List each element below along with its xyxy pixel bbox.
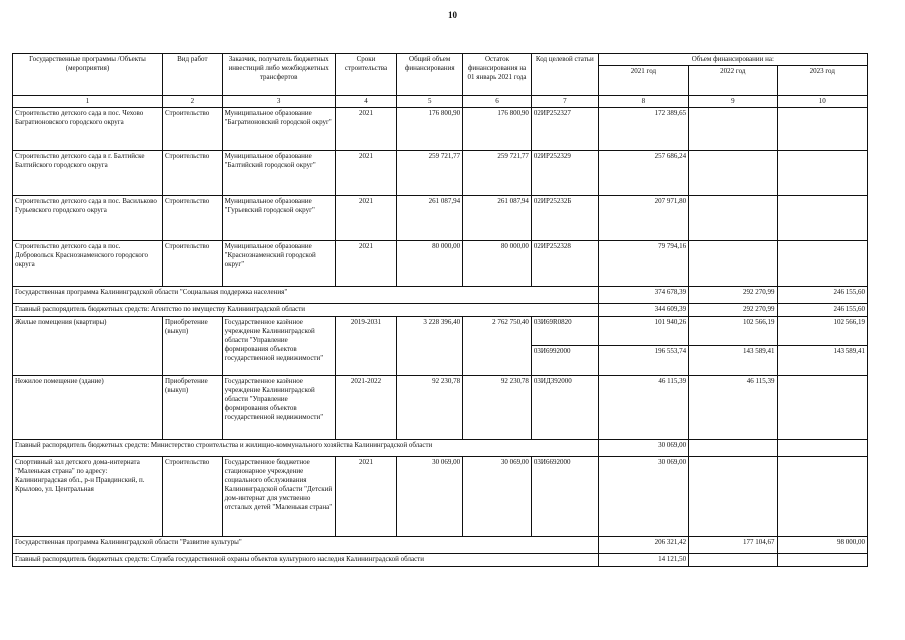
object-cell: Строительство детского сада в пос. Васильково Гурьевского городского округа bbox=[13, 196, 163, 241]
program-label: Государственная программа Калининградской области "Развитие культуры" bbox=[13, 537, 599, 554]
amount-2023-cell bbox=[777, 196, 868, 241]
amount-2021-cell: 46 115,39 bbox=[598, 376, 688, 440]
amount-2021-cell: 206 321,42 bbox=[598, 537, 688, 554]
amount-2023-cell bbox=[777, 376, 868, 440]
amount-2021-cell: 14 121,50 bbox=[598, 554, 688, 567]
amount-2021-cell: 172 389,65 bbox=[598, 108, 688, 151]
column-number: 9 bbox=[689, 96, 777, 108]
amount-2022-cell bbox=[689, 196, 777, 241]
header-2021: 2021 год bbox=[598, 66, 688, 96]
work-type-cell: Строительство bbox=[163, 196, 223, 241]
term-cell: 2019-2031 bbox=[335, 317, 397, 376]
column-number: 8 bbox=[598, 96, 688, 108]
code-cell: 02ИР252327 bbox=[531, 108, 598, 151]
remain-cell: 80 000,00 bbox=[463, 241, 532, 287]
admin-total-row bbox=[13, 554, 868, 567]
work-type-cell: Приобретение (выкуп) bbox=[163, 317, 223, 376]
amount-2023-cell bbox=[777, 151, 868, 196]
column-number: 10 bbox=[777, 96, 868, 108]
admin-label: Главный распорядитель бюджетных средств: Министерство строительства и жилищно-коммунального хозяйства Калининградской области bbox=[13, 440, 599, 457]
amount-2023-cell bbox=[777, 241, 868, 287]
amount-2022-cell bbox=[689, 457, 777, 537]
column-number: 4 bbox=[335, 96, 397, 108]
amount-2021-cell: 207 971,80 bbox=[598, 196, 688, 241]
program-label: Государственная программа Калининградской области "Социальная поддержка населения" bbox=[13, 287, 599, 304]
amount-2021-cell: 344 609,39 bbox=[598, 304, 688, 317]
total-cell: 261 087,94 bbox=[397, 196, 463, 241]
header-object: Государственные программы /Объекты (мероприятия) bbox=[13, 54, 163, 96]
header-financing-group: Объем финансировании на: bbox=[598, 54, 867, 66]
header-work-type: Вид работ bbox=[163, 54, 223, 96]
amount-2022-cell: 143 589,41 bbox=[689, 346, 777, 376]
object-cell: Спортивный зал детского дома-интерната "Маленькая страна" по адресу: Калининградская обл., р-н Правдинский, п. Крылово, ул. Центральная bbox=[13, 457, 163, 537]
amount-2023-cell: 246 155,60 bbox=[777, 287, 868, 304]
object-cell: Нежилое помещение (здание) bbox=[13, 376, 163, 440]
header-term: Сроки строительства bbox=[335, 54, 397, 96]
column-numbers-row bbox=[13, 96, 868, 108]
amount-2023-cell bbox=[777, 554, 868, 567]
customer-cell: Государственное казённое учреждение Калининградской области "Управление формирования объектов государственной недвижимости" bbox=[222, 376, 335, 440]
amount-2022-cell bbox=[689, 241, 777, 287]
work-type-cell: Строительство bbox=[163, 108, 223, 151]
amount-2022-cell bbox=[689, 440, 777, 457]
program-total-row bbox=[13, 287, 868, 304]
amount-2023-cell: 246 155,60 bbox=[777, 304, 868, 317]
amount-2022-cell: 46 115,39 bbox=[689, 376, 777, 440]
admin-total-row bbox=[13, 440, 868, 457]
amount-2021-cell: 257 686,24 bbox=[598, 151, 688, 196]
amount-2022-cell bbox=[689, 554, 777, 567]
amount-2021-cell: 79 794,16 bbox=[598, 241, 688, 287]
total-cell: 176 800,90 bbox=[397, 108, 463, 151]
customer-cell: Муниципальное образование "Гурьевский городской округ" bbox=[222, 196, 335, 241]
amount-2022-cell bbox=[689, 108, 777, 151]
total-cell: 30 069,00 bbox=[397, 457, 463, 537]
code-cell: 02ИР252329 bbox=[531, 151, 598, 196]
work-type-cell: Приобретение (выкуп) bbox=[163, 376, 223, 440]
total-cell: 3 228 396,40 bbox=[397, 317, 463, 376]
program-total-row bbox=[13, 537, 868, 554]
table-row bbox=[13, 108, 868, 151]
term-cell: 2021 bbox=[335, 457, 397, 537]
customer-cell: Государственное бюджетное стационарное учреждение социального обслуживания Калининградской области "Детский дом-интернат для умственно отсталых детей "Маленькая страна" bbox=[222, 457, 335, 537]
amount-2022-cell: 102 566,19 bbox=[689, 317, 777, 346]
term-cell: 2021 bbox=[335, 196, 397, 241]
amount-2023-cell bbox=[777, 457, 868, 537]
header-2022: 2022 год bbox=[689, 66, 777, 96]
amount-2023-cell bbox=[777, 440, 868, 457]
header-remain: Остаток финансирования на 01 январь 2021 года bbox=[463, 54, 532, 96]
table-row bbox=[13, 241, 868, 287]
amount-2023-cell: 102 566,19 bbox=[777, 317, 868, 346]
remain-cell: 2 762 750,40 bbox=[463, 317, 532, 376]
table-row bbox=[13, 376, 868, 440]
object-cell: Строительство детского сада в г. Балтийске Балтийского городского округа bbox=[13, 151, 163, 196]
column-number: 3 bbox=[222, 96, 335, 108]
amount-2022-cell: 177 104,67 bbox=[689, 537, 777, 554]
amount-2023-cell bbox=[777, 108, 868, 151]
table-row bbox=[13, 457, 868, 537]
amount-2023-cell: 143 589,41 bbox=[777, 346, 868, 376]
remain-cell: 261 087,94 bbox=[463, 196, 532, 241]
table-row bbox=[13, 317, 868, 346]
column-number: 2 bbox=[163, 96, 223, 108]
header-code: Код целевой статьи bbox=[531, 54, 598, 96]
amount-2021-cell: 30 069,00 bbox=[598, 457, 688, 537]
customer-cell: Муниципальное образование "Багратионовский городской округ" bbox=[222, 108, 335, 151]
object-cell: Жилые помещения (квартиры) bbox=[13, 317, 163, 376]
code-cell: 03ИД392000 bbox=[531, 376, 598, 440]
remain-cell: 176 800,90 bbox=[463, 108, 532, 151]
term-cell: 2021 bbox=[335, 241, 397, 287]
amount-2022-cell: 292 270,99 bbox=[689, 304, 777, 317]
term-cell: 2021 bbox=[335, 108, 397, 151]
header-row bbox=[13, 54, 868, 66]
work-type-cell: Строительство bbox=[163, 241, 223, 287]
total-cell: 259 721,77 bbox=[397, 151, 463, 196]
work-type-cell: Строительство bbox=[163, 151, 223, 196]
remain-cell: 30 069,00 bbox=[463, 457, 532, 537]
table-row bbox=[13, 151, 868, 196]
object-cell: Строительство детского сада в пос. Добровольск Краснознаменского городского округа bbox=[13, 241, 163, 287]
total-cell: 80 000,00 bbox=[397, 241, 463, 287]
amount-2023-cell: 98 000,00 bbox=[777, 537, 868, 554]
total-cell: 92 230,78 bbox=[397, 376, 463, 440]
amount-2021-cell: 101 940,26 bbox=[598, 317, 688, 346]
object-cell: Строительство детского сада в пос. Чехово Багратионовского городского округа bbox=[13, 108, 163, 151]
customer-cell: Государственное казённое учреждение Калининградской области "Управление формирования объектов государственной недвижимости" bbox=[222, 317, 335, 376]
amount-2022-cell bbox=[689, 151, 777, 196]
column-number: 7 bbox=[531, 96, 598, 108]
financing-table bbox=[12, 53, 868, 567]
remain-cell: 259 721,77 bbox=[463, 151, 532, 196]
amount-2021-cell: 196 553,74 bbox=[598, 346, 688, 376]
amount-2022-cell: 292 270,99 bbox=[689, 287, 777, 304]
customer-cell: Муниципальное образование "Краснознаменский городской округ" bbox=[222, 241, 335, 287]
customer-cell: Муниципальное образование "Балтийский городской округ" bbox=[222, 151, 335, 196]
remain-cell: 92 230,78 bbox=[463, 376, 532, 440]
term-cell: 2021-2022 bbox=[335, 376, 397, 440]
code-cell: 03И69R0820 bbox=[531, 317, 598, 346]
header-total: Общий объем финансирования bbox=[397, 54, 463, 96]
code-cell: 03И6692000 bbox=[531, 457, 598, 537]
admin-label: Главный распорядитель бюджетных средств: Служба государственной охраны объектов культурного наследия Калининградской области bbox=[13, 554, 599, 567]
column-number: 5 bbox=[397, 96, 463, 108]
code-cell: 02ИР252328 bbox=[531, 241, 598, 287]
column-number: 1 bbox=[13, 96, 163, 108]
header-2023: 2023 год bbox=[777, 66, 868, 96]
amount-2021-cell: 30 069,00 bbox=[598, 440, 688, 457]
term-cell: 2021 bbox=[335, 151, 397, 196]
admin-label: Главный распорядитель бюджетных средств: Агентство по имуществу Калининградской области bbox=[13, 304, 599, 317]
column-number: 6 bbox=[463, 96, 532, 108]
code-cell: 02ИР25232Б bbox=[531, 196, 598, 241]
work-type-cell: Строительство bbox=[163, 457, 223, 537]
admin-total-row bbox=[13, 304, 868, 317]
amount-2021-cell: 374 678,39 bbox=[598, 287, 688, 304]
table-row bbox=[13, 196, 868, 241]
header-customer: Заказчик, получатель бюджетных инвестиций либо межбюджетных трансфертов bbox=[222, 54, 335, 96]
code-cell: 03И6992000 bbox=[531, 346, 598, 376]
page-number: 10 bbox=[448, 10, 457, 20]
